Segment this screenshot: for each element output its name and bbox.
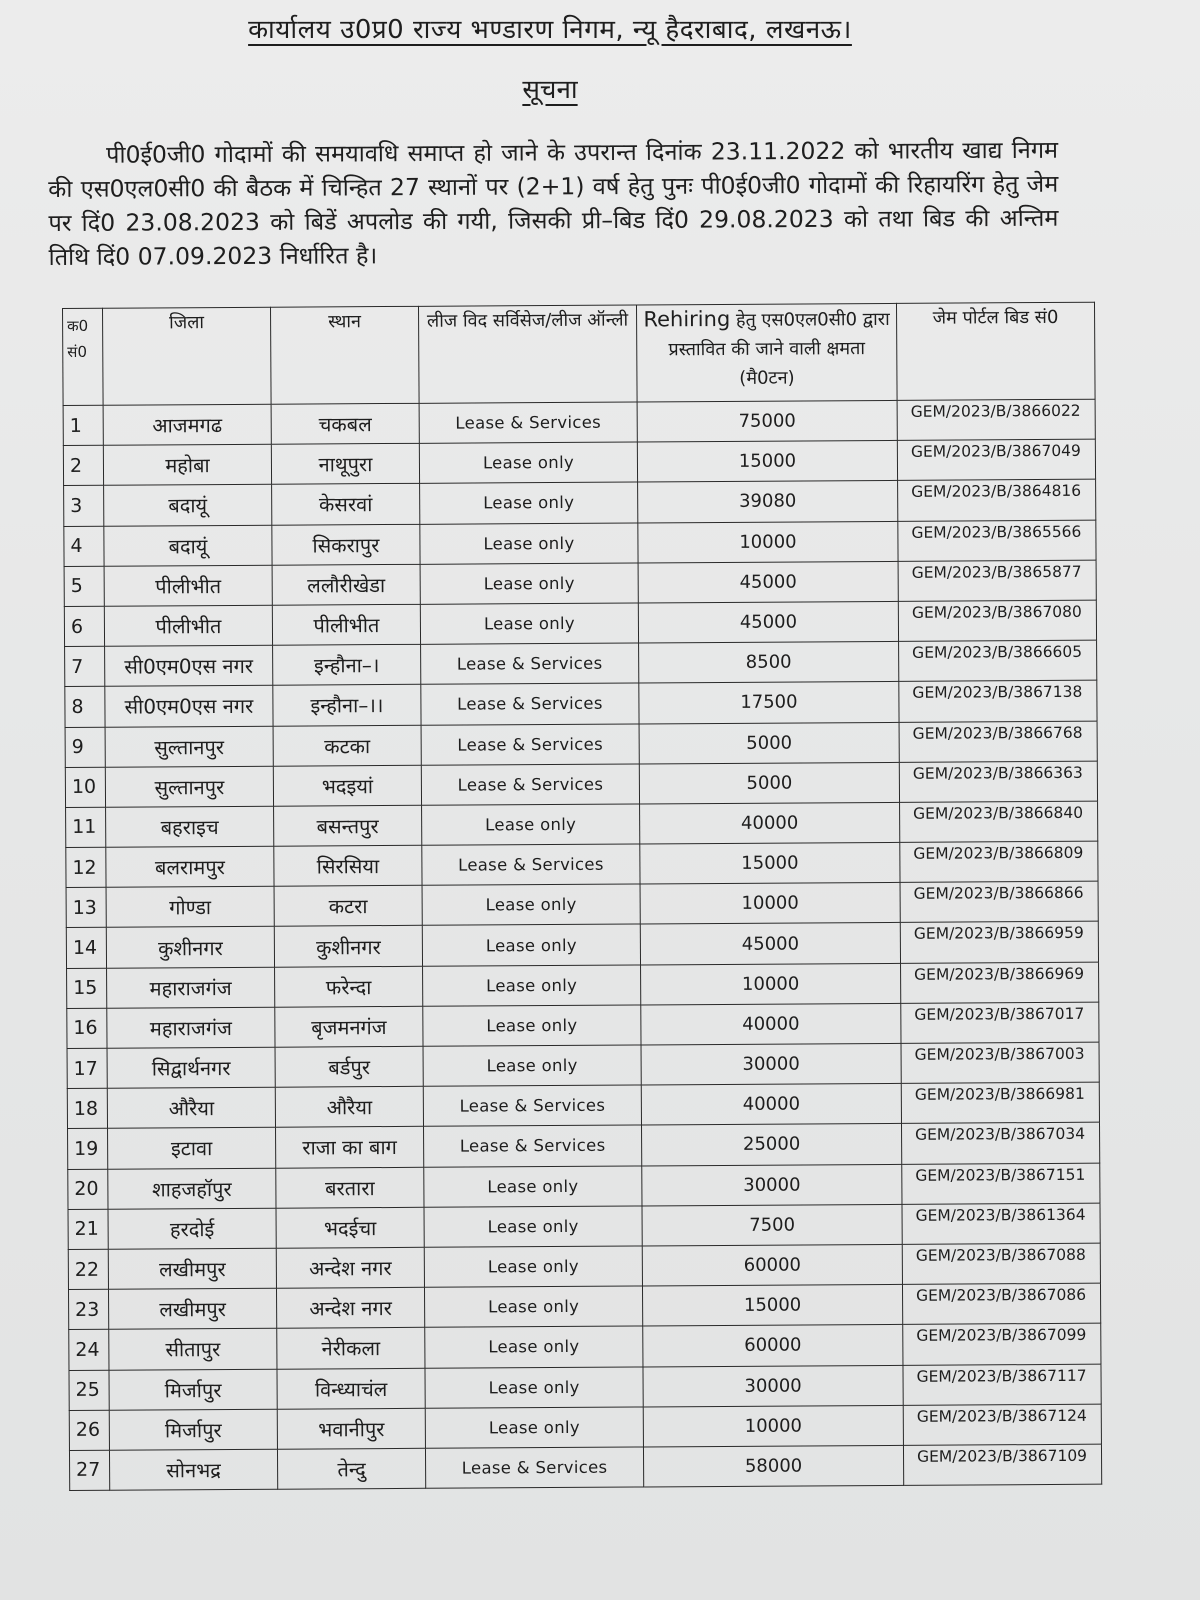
cell-serial-number: 1 (63, 405, 103, 445)
cell-district: मिर्जापुर (109, 1409, 277, 1450)
cell-gem-bid-number: GEM/2023/B/3864816 (898, 480, 1096, 521)
header-capacity-hi: हेतु एस0एल0सी0 द्वारा प्रस्तावित की जाने वाली क्षमता (मै0टन) (668, 308, 890, 389)
cell-district: बदायूं (104, 485, 272, 526)
cell-capacity: 5000 (639, 722, 899, 764)
cell-serial-number: 14 (66, 928, 106, 968)
cell-lease-type: Lease only (419, 442, 637, 484)
cell-capacity: 17500 (639, 682, 899, 724)
cell-lease-type: Lease only (420, 563, 638, 605)
header-lease-type: लीज विद सर्विसेज/लीज ऑन्ली (418, 305, 637, 403)
cell-district: पीलीभीत (104, 605, 272, 646)
cell-capacity: 15000 (642, 1285, 902, 1327)
cell-district: सुल्तानपुर (105, 726, 273, 767)
office-heading: कार्यालय उ0प्र0 राज्य भण्डारण निगम, न्यू हैदराबाद, लखनऊ। (248, 15, 852, 45)
cell-place: केसरवां (272, 484, 420, 525)
cell-serial-number: 19 (68, 1129, 108, 1169)
header-capacity-en: Rehiring (643, 306, 731, 332)
table-row (65, 680, 1097, 726)
cell-gem-bid-number: GEM/2023/B/3866363 (899, 761, 1097, 802)
header-serial-number: क0 सं0 (63, 308, 104, 405)
cell-serial-number: 12 (66, 847, 106, 887)
cell-serial-number: 7 (65, 646, 105, 686)
cell-serial-number: 3 (64, 486, 104, 526)
cell-serial-number: 25 (69, 1370, 109, 1410)
cell-district: गोण्डा (106, 886, 274, 927)
cell-capacity: 30000 (641, 1043, 901, 1085)
table-row (66, 922, 1098, 968)
cell-serial-number: 22 (68, 1249, 108, 1289)
table-row (67, 1082, 1099, 1128)
table-row (66, 881, 1098, 927)
table-row (66, 841, 1098, 887)
cell-place: विन्ध्याचंल (277, 1368, 425, 1409)
cell-district: पीलीभीत (104, 565, 272, 606)
notice-title: सूचना (522, 75, 578, 105)
cell-lease-type: Lease & Services (419, 402, 637, 444)
cell-gem-bid-number: GEM/2023/B/3867138 (899, 680, 1097, 721)
cell-serial-number: 10 (65, 767, 105, 807)
table-row (67, 1042, 1099, 1088)
cell-gem-bid-number: GEM/2023/B/3867080 (898, 600, 1096, 641)
cell-district: सीतापुर (109, 1329, 277, 1370)
cell-lease-type: Lease only (422, 884, 640, 926)
cell-gem-bid-number: GEM/2023/B/3866969 (901, 962, 1099, 1003)
cell-lease-type: Lease & Services (421, 764, 639, 806)
cell-capacity: 8500 (639, 642, 899, 684)
cell-lease-type: Lease & Services (423, 1085, 641, 1127)
cell-capacity: 39080 (638, 481, 898, 523)
cell-district: शाहजहॉपुर (108, 1168, 276, 1209)
table-row (68, 1203, 1100, 1249)
cell-capacity: 40000 (640, 802, 900, 844)
cell-district: इटावा (108, 1128, 276, 1169)
table-row (68, 1243, 1100, 1289)
cell-capacity: 60000 (642, 1244, 902, 1286)
cell-lease-type: Lease only (423, 1005, 641, 1047)
cell-lease-type: Lease only (424, 1206, 642, 1248)
cell-lease-type: Lease only (420, 523, 638, 565)
cell-gem-bid-number: GEM/2023/B/3866605 (899, 640, 1097, 681)
cell-capacity: 5000 (639, 762, 899, 804)
warehouse-table (62, 302, 1102, 1491)
table-row (65, 761, 1097, 807)
cell-gem-bid-number: GEM/2023/B/3867117 (903, 1364, 1101, 1405)
table-row (64, 480, 1096, 526)
cell-place: अन्देश नगर (276, 1247, 424, 1288)
table-row (69, 1404, 1101, 1450)
cell-place: अन्देश नगर (276, 1287, 424, 1328)
table-row (66, 801, 1098, 847)
cell-lease-type: Lease only (420, 482, 638, 524)
cell-serial-number: 23 (68, 1289, 108, 1329)
table-row (63, 439, 1095, 485)
cell-gem-bid-number: GEM/2023/B/3861364 (902, 1203, 1100, 1244)
cell-capacity: 15000 (637, 441, 897, 483)
cell-place: इन्हौना–।। (273, 685, 421, 726)
cell-district: बदायूं (104, 525, 272, 566)
header-district: जिला (103, 307, 272, 405)
notice-paragraph: पी0ई0जी0 गोदामों की समयावधि समाप्त हो जाने के उपरान्त दिनांक 23.11.2022 को भारतीय खाद्य निगम की एस0एल0सी0 की बैठक में चिन्हित 27 स्थानों पर (2+1) वर्ष हेतु पुनः पी0ई0जी0 गोदामों की रिहायरिंग हेतु जेम पर दिं0 23.08.2023 को बिडें अपलोड की गयी, जिसकी प्री–बिड दिं0 29.08.2023 को तथा बिड की अन्तिम तिथि दिं0 07.09.2023 निर्धारित है। (48, 135, 1059, 271)
cell-lease-type: Lease only (425, 1366, 643, 1408)
header-gem-bid-number: जेम पोर्टल बिड सं0 (896, 302, 1095, 400)
table-row (69, 1323, 1101, 1369)
cell-lease-type: Lease only (424, 1166, 642, 1208)
cell-place: नाथूपुरा (271, 444, 419, 485)
cell-serial-number: 11 (66, 807, 106, 847)
cell-serial-number: 13 (66, 887, 106, 927)
cell-district: सुल्तानपुर (105, 766, 273, 807)
cell-serial-number: 26 (69, 1410, 109, 1450)
cell-capacity: 10000 (641, 963, 901, 1005)
cell-district: मिर्जापुर (109, 1369, 277, 1410)
cell-gem-bid-number: GEM/2023/B/3867086 (902, 1283, 1100, 1324)
cell-capacity: 30000 (643, 1365, 903, 1407)
cell-place: चकबल (271, 403, 419, 444)
cell-capacity: 60000 (643, 1325, 903, 1367)
cell-lease-type: Lease & Services (425, 1447, 643, 1489)
cell-district: लखीमपुर (108, 1248, 276, 1289)
cell-place: तेन्दु (277, 1448, 425, 1489)
cell-gem-bid-number: GEM/2023/B/3866981 (901, 1082, 1099, 1123)
cell-lease-type: Lease only (423, 965, 641, 1007)
cell-gem-bid-number: GEM/2023/B/3867017 (901, 1002, 1099, 1043)
header-place: स्थान (270, 306, 419, 404)
cell-gem-bid-number: GEM/2023/B/3866866 (900, 881, 1098, 922)
cell-place: कटका (273, 725, 421, 766)
cell-lease-type: Lease only (424, 1286, 642, 1328)
cell-gem-bid-number: GEM/2023/B/3866768 (899, 721, 1097, 762)
cell-serial-number: 18 (67, 1088, 107, 1128)
cell-lease-type: Lease only (424, 1246, 642, 1288)
cell-capacity: 10000 (640, 883, 900, 925)
table-row (68, 1283, 1100, 1329)
cell-capacity: 25000 (642, 1124, 902, 1166)
cell-capacity: 15000 (640, 842, 900, 884)
table-row (67, 962, 1099, 1008)
table-row (67, 1002, 1099, 1048)
cell-capacity: 58000 (643, 1445, 903, 1487)
cell-gem-bid-number: GEM/2023/B/3866959 (900, 922, 1098, 963)
table-row (65, 721, 1097, 767)
cell-lease-type: Lease only (422, 804, 640, 846)
cell-lease-type: Lease only (423, 1045, 641, 1087)
cell-place: भवानीपुर (277, 1408, 425, 1449)
cell-serial-number: 24 (69, 1330, 109, 1370)
cell-place: भदइयां (273, 765, 421, 806)
cell-serial-number: 4 (64, 526, 104, 566)
cell-gem-bid-number: GEM/2023/B/3867088 (902, 1243, 1100, 1284)
cell-place: पीलीभीत (272, 604, 420, 645)
cell-serial-number: 9 (65, 727, 105, 767)
cell-serial-number: 6 (64, 606, 104, 646)
cell-serial-number: 21 (68, 1209, 108, 1249)
cell-district: सिद्वार्थनगर (107, 1047, 275, 1088)
cell-place: बृजमनगंज (275, 1006, 423, 1047)
cell-gem-bid-number: GEM/2023/B/3865566 (898, 520, 1096, 561)
cell-district: हरदोई (108, 1208, 276, 1249)
cell-district: औरैया (107, 1087, 275, 1128)
table-row (69, 1364, 1101, 1410)
cell-place: ललौरीखेडा (272, 564, 420, 605)
cell-serial-number: 27 (69, 1450, 109, 1490)
cell-place: सिरसिया (274, 845, 422, 886)
cell-capacity: 45000 (640, 923, 900, 965)
cell-district: सी0एम0एस नगर (105, 686, 273, 727)
cell-capacity: 10000 (638, 521, 898, 563)
cell-serial-number: 2 (63, 445, 103, 485)
cell-serial-number: 17 (67, 1048, 107, 1088)
table-row (69, 1444, 1101, 1490)
table-body (63, 399, 1102, 1490)
cell-place: इन्हौना–। (273, 644, 421, 685)
cell-district: महाराजगंज (107, 1007, 275, 1048)
cell-capacity: 40000 (641, 1003, 901, 1045)
table-row (64, 560, 1096, 606)
cell-district: महाराजगंज (107, 967, 275, 1008)
table-row (65, 640, 1097, 686)
table-header-row (63, 302, 1096, 405)
cell-place: औरैया (275, 1086, 423, 1127)
cell-serial-number: 5 (64, 566, 104, 606)
cell-place: बसन्तपुर (274, 805, 422, 846)
cell-district: बलरामपुर (106, 846, 274, 887)
cell-capacity: 45000 (638, 561, 898, 603)
cell-serial-number: 16 (67, 1008, 107, 1048)
cell-gem-bid-number: GEM/2023/B/3867151 (902, 1163, 1100, 1204)
cell-capacity: 10000 (643, 1405, 903, 1447)
cell-district: कुशीनगर (106, 927, 274, 968)
cell-district: बहराइच (106, 806, 274, 847)
cell-place: फरेन्दा (275, 966, 423, 1007)
cell-district: सोनभद्र (109, 1449, 277, 1490)
cell-place: भदईचा (276, 1207, 424, 1248)
cell-lease-type: Lease only (422, 924, 640, 966)
cell-capacity: 7500 (642, 1204, 902, 1246)
cell-gem-bid-number: GEM/2023/B/3867109 (903, 1444, 1101, 1485)
cell-serial-number: 20 (68, 1169, 108, 1209)
cell-gem-bid-number: GEM/2023/B/3866840 (900, 801, 1098, 842)
cell-capacity: 30000 (642, 1164, 902, 1206)
cell-gem-bid-number: GEM/2023/B/3867034 (901, 1123, 1099, 1164)
cell-lease-type: Lease & Services (422, 844, 640, 886)
cell-district: सी0एम0एस नगर (105, 645, 273, 686)
cell-place: बरतारा (276, 1167, 424, 1208)
cell-lease-type: Lease only (425, 1326, 643, 1368)
table-row (68, 1123, 1100, 1169)
table-row (64, 520, 1096, 566)
warehouse-table-container (62, 302, 1102, 1491)
cell-place: नेरीकला (277, 1328, 425, 1369)
cell-place: सिकरापुर (272, 524, 420, 565)
cell-lease-type: Lease only (420, 603, 638, 645)
table-row (63, 399, 1095, 445)
cell-district: आजमगढ (103, 404, 271, 445)
cell-gem-bid-number: GEM/2023/B/3867099 (903, 1323, 1101, 1364)
cell-serial-number: 8 (65, 687, 105, 727)
cell-place: कटरा (274, 886, 422, 927)
cell-lease-type: Lease & Services (421, 683, 639, 725)
cell-place: बर्डपुर (275, 1046, 423, 1087)
cell-lease-type: Lease & Services (421, 643, 639, 685)
cell-place: कुशीनगर (274, 926, 422, 967)
header-capacity (636, 303, 897, 402)
cell-lease-type: Lease & Services (424, 1125, 642, 1167)
cell-gem-bid-number: GEM/2023/B/3865877 (898, 560, 1096, 601)
cell-capacity: 40000 (641, 1084, 901, 1126)
cell-lease-type: Lease & Services (421, 723, 639, 765)
cell-gem-bid-number: GEM/2023/B/3867049 (897, 439, 1095, 480)
cell-gem-bid-number: GEM/2023/B/3866809 (900, 841, 1098, 882)
table-row (64, 600, 1096, 646)
cell-place: राजा का बाग (276, 1127, 424, 1168)
cell-gem-bid-number: GEM/2023/B/3867124 (903, 1404, 1101, 1445)
cell-gem-bid-number: GEM/2023/B/3866022 (897, 399, 1095, 440)
cell-district: लखीमपुर (108, 1288, 276, 1329)
cell-gem-bid-number: GEM/2023/B/3867003 (901, 1042, 1099, 1083)
cell-district: महोबा (103, 444, 271, 485)
cell-capacity: 45000 (638, 601, 898, 643)
cell-capacity: 75000 (637, 400, 897, 442)
cell-lease-type: Lease only (425, 1407, 643, 1449)
table-row (68, 1163, 1100, 1209)
cell-serial-number: 15 (67, 968, 107, 1008)
